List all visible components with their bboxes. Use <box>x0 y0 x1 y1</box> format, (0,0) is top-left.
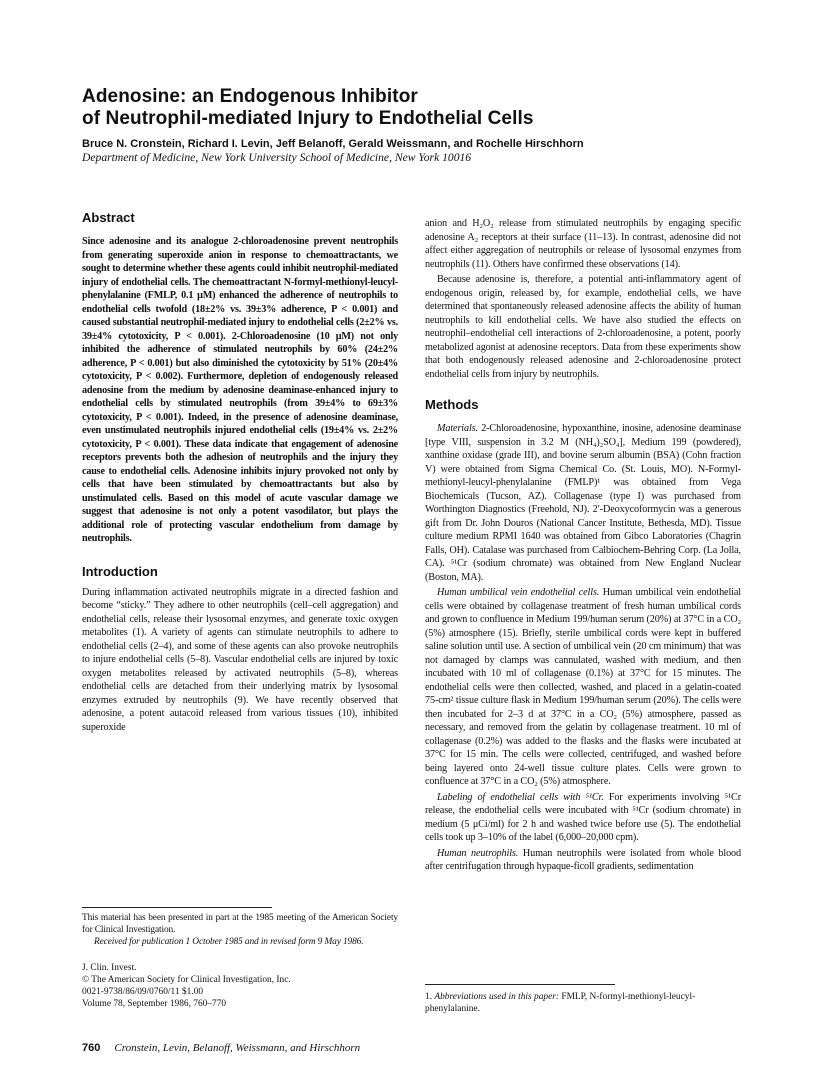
journal-info <box>82 962 398 1010</box>
labeling-label: Labeling of endothelial cells with ⁵¹Cr. <box>437 791 604 803</box>
journal-name: J. Clin. Invest. <box>82 963 137 973</box>
neutrophils-text: Human neutrophils were isolated from whole blood after centrifugation through hypaque-ficoll gradients, sedimentation <box>425 847 741 872</box>
footnote-left <box>82 912 398 948</box>
title-line-2: of Neutrophil-mediated Injury to Endothelial Cells <box>82 108 534 129</box>
huvec-label: Human umbilical vein endothelial cells. <box>437 587 600 598</box>
introduction-paragraph-1-continued: anion and H₂O₂ release from stimulated neutrophils by engaging specific adenosine A₂ receptors at their surface (11–13). In contrast, adenosine did not affect either aggregation of neutrophils or release of lysosomal enzymes from neutrophils (11). Others have confirmed these observations (14). <box>425 218 741 270</box>
neutrophils-label: Human neutrophils. <box>437 847 519 859</box>
materials-text: 2-Chloroadenosine, hypoxanthine, inosine, adenosine deaminase [type VIII, suspension in 3.2 M (NH₄)₂SO₄], Medium 199 (powdered), xanthine oxidase (grade III), and bovine serum albumin (BSA) (Cohn fraction V) were obtained from Sigma Chemical Co. (St. Louis, MO). N-Formyl-methionyl-leucyl-phenylalanine (FMLP)¹ was obtained from Vega Biochemicals (Tucson, AZ). Collagenase (type I) was purchased from Worthington Diagnostics (Freehold, NJ). 2′-Deoxycoformycin was a generous gift from Dr. John Douros (National Cancer Institute, Bethesda, MD). Tissue culture medium RPMI 1640 was obtained from Gibco Laboratories (Chagrin Falls, OH). Catalase was purchased from Calbiochem-Behring Corp. (La Jolla, CA). ⁵¹Cr (sodium chromate) was obtained from New England Nuclear (Boston, MA). <box>425 423 741 583</box>
labeling-text: For experiments involving ⁵¹Cr release, the endothelial cells were incubated with ⁵¹Cr (sodium chromate) in medium (5 μCi/ml) for 2 h and washed twice before use (5). The endothelial cells took up 3–10% of the label (6,000–20,000 cpm). <box>425 791 741 843</box>
page-footer <box>82 1041 682 1055</box>
author-list: Bruce N. Cronstein, Richard I. Levin, Jeff Belanoff, Gerald Weissmann, and Rochelle Hirschhorn <box>82 138 584 150</box>
introduction-heading: Introduction <box>82 563 158 579</box>
methods-heading: Methods <box>425 397 479 412</box>
copyright-line: © The American Society for Clinical Investigation, Inc. <box>82 975 291 985</box>
affiliation: Department of Medicine, New York University School of Medicine, New York 10016 <box>82 151 472 164</box>
article-title <box>82 86 762 130</box>
title-line-1: Adenosine: an Endogenous Inhibitor <box>82 86 418 107</box>
right-column <box>425 217 741 874</box>
page-number: 760 <box>82 1042 101 1054</box>
abstract-text: Since adenosine and its analogue 2-chloroadenosine prevent neutrophils from generating superoxide anion in response to chemoattractants, we sought to determine whether these agents could inhibit neutrophil-mediated injury of endothelial cells. The chemoattractant N-formyl-methionyl-leucyl-phenylalanine (FMLP, 0.1 μM) enhanced the adherence of neutrophils to endothelial cells twofold (18±2% vs. 39±3% adherence, P < 0.001) and caused substantial neutrophil-mediated injury to endothelial cells (2±2% vs. 39±4% cytotoxicity, P < 0.001). 2-Chloroadenosine (10 μM) not only inhibited the adherence of stimulated neutrophils by 60% (24±2% adherence, P < 0.001) but also diminished the cytotoxicity by 51% (20±4% cytotoxicity, P < 0.002). Furthermore, depletion of endogenously released adenosine from the medium by adenosine deaminase-enhanced injury to endothelial cells by stimulated neutrophils (from 39±4% to 69±3% cytotoxicity, P < 0.001). Indeed, in the presence of adenosine deaminase, even unstimulated neutrophils injured endothelial cells (19±4% vs. 2±2% cytotoxicity, P < 0.001). These data indicate that engagement of adenosine receptors prevents both the adhesion of neutrophils and the injury they cause to endothelial cells. Adenosine inhibits injury provoked not only by cells that have been stimulated by chemoattractants but also by unstimulated cells. Based on this model of acute vascular damage we suggest that adenosine is not only a potent vasodilator, but plays the additional role of protecting vascular endothelium from damage by neutrophils. <box>82 236 398 544</box>
issn-line: 0021-9738/86/09/0760/11 $1.00 <box>82 987 204 997</box>
abbreviations-footnote <box>425 991 741 1015</box>
materials-label: Materials. <box>437 423 478 434</box>
materials-paragraph <box>425 422 741 584</box>
received-note: Received for publication 1 October 1985 and in revised form 9 May 1986. <box>94 937 364 947</box>
running-authors: Cronstein, Levin, Belanoff, Weissmann, and Hirschhorn <box>114 1042 361 1054</box>
huvec-paragraph <box>425 586 741 789</box>
abbreviations-label: Abbreviations used in this paper: <box>434 992 560 1002</box>
huvec-text: Human umbilical vein endothelial cells were obtained by collagenase treatment of fresh human umbilical cords and grown to confluence in Medium 199/human serum (20%) at 37°C in a CO₂ (5%) atmosphere (15). Briefly, sterile umbilical cords were kept in buffered saline solution until use. A section of umbilical vein (20 cm minimum) that was not damaged by clamps was cannulated, washed with medium, and then incubated with 10 ml of collagenase (0.1%) at 37°C for 15 minutes. The endothelial cells were then collected, washed, and placed in a gelatin-coated 75-cm² tissue culture flask in Medium 199/human serum (20%). The cells were then incubated for 2–3 d at 37°C in a CO₂ (5%) atmosphere, passed as necessary, and removed from the gelatin by collagenase treatment. 10 ml of collagenase (0.2%) was added to the flasks and the flasks were incubated at 37°C for 15 min. The cells were collected, centrifuged, and washed before being layered onto 24-well tissue culture plates. Cells were grown to confluence at 37°C in a CO₂ (5%) atmosphere. <box>425 587 741 787</box>
volume-line: Volume 78, September 1986, 760–770 <box>82 999 227 1009</box>
labeling-paragraph <box>425 791 741 845</box>
footnote-divider-right <box>425 984 615 985</box>
introduction-paragraph-2: Because adenosine is, therefore, a potential anti-inflammatory agent of endogenous origin, released by, for example, endothelial cells, we have determined that spontaneously released adenosine affects the ability of human neutrophils to kill endothelial cells. We have also studied the effects on neutrophil–endothelial cell interactions of 2-chloroadenosine, a potent, poorly metabolized agonist at adenosine receptors. Data from these experiments show that both endogenously released adenosine and 2-chloroadenosine protect endothelial cells from injury by neutrophils. <box>425 274 741 380</box>
footnote-divider-left <box>82 907 272 908</box>
introduction-paragraph-1: During inflammation activated neutrophils migrate in a directed fashion and become “sticky.” They adhere to other neutrophils (cell–cell aggregation) and endothelial cells, release their lysosomal enzymes, and generate toxic oxygen metabolites (1). A variety of agents can stimulate neutrophils to adhere to endothelial cells (2–4), and some of these agents can also provoke neutrophils to injure endothelial cells (5–8). Vascular endothelial cells are injured by toxic oxygen metabolites released by activated neutrophils (5–8), whereas endothelial cells are detached from their underlying matrix by lysosomal enzymes extruded by neutrophils (9). We have recently observed that adenosine, a potent autacoid released from various tissues (10), inhibited superoxide <box>82 586 398 733</box>
presented-note: This material has been presented in part at the 1985 meeting of the American Society for Clinical Investigation. <box>82 913 398 935</box>
abstract-heading: Abstract <box>82 210 135 225</box>
footnote-number: 1. <box>425 992 433 1002</box>
abbreviations-text: FMLP, N-formyl-methionyl-leucyl-phenylalanine. <box>425 992 696 1014</box>
neutrophils-paragraph <box>425 847 741 874</box>
left-column <box>82 210 398 734</box>
